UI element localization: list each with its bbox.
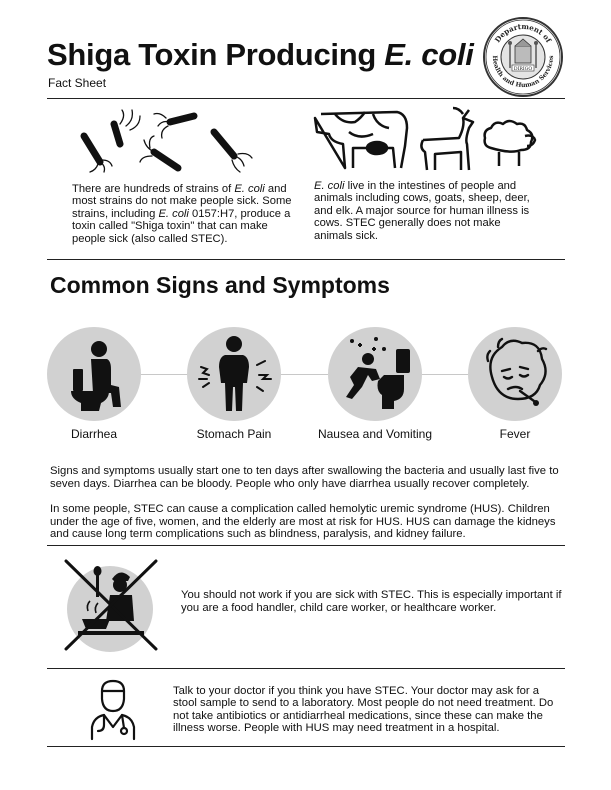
- stomach-pain-icon: [187, 327, 281, 421]
- symptom-circle-stomach-pain: [187, 327, 281, 421]
- toilet-person-icon: [47, 327, 141, 421]
- intro-right-p2: live in the intestines of people and animals including cows, goats, sheep, deer, and elk. A major source for human illness is cows. STEC generally does not make animals sick.: [314, 180, 530, 242]
- divider-symptoms: [47, 545, 565, 546]
- intro-right-italic: E. coli: [314, 180, 345, 192]
- symptom-circle-fever: [468, 327, 562, 421]
- vomiting-icon: [328, 327, 422, 421]
- symptom-label-fever: Fever: [499, 427, 531, 441]
- doctor-icon: [88, 679, 138, 741]
- divider-work: [47, 668, 565, 669]
- symptom-circle-nausea: [328, 327, 422, 421]
- section-heading-symptoms: Common Signs and Symptoms: [50, 272, 390, 298]
- intro-right-text: [314, 180, 534, 242]
- connector-1: [141, 374, 188, 375]
- title-italic: E. coli: [384, 37, 474, 72]
- intro-left-text: [72, 183, 294, 245]
- seal-center-text: DIRIGO: [513, 67, 533, 72]
- intro-left-italic-2: E. coli: [158, 207, 189, 220]
- bacteria-icon: [74, 104, 264, 182]
- no-food-handling-icon: [60, 557, 160, 655]
- department-seal-icon: [482, 16, 564, 98]
- symptoms-paragraph-2: In some people, STEC can cause a complication called hemolytic uremic syndrome (HUS). Children under the age of five, women, and the elderly are most at risk for HUS. HUS can damage the kidneys and cause long term complications such as blindness, paralysis, and kidney failure.: [50, 503, 556, 540]
- symptom-circle-diarrhea: [47, 327, 141, 421]
- animals-icon: [313, 104, 538, 178]
- symptom-label-diarrhea: Diarrhea: [70, 427, 118, 441]
- page-title: [47, 37, 474, 73]
- seal-bottom-text: Health and Human Services: [490, 55, 556, 90]
- title-main: Shiga Toxin Producing: [47, 37, 376, 72]
- seal-top-text: Department of: [492, 21, 554, 45]
- connector-3: [422, 374, 469, 375]
- symptoms-paragraph-1: Signs and symptoms usually start one to ten days after swallowing the bacteria and usually last five to seven days. Diarrhea can be bloody. People who only have diarrhea usually recover completely.: [50, 465, 559, 490]
- fever-face-icon: [468, 327, 562, 421]
- symptom-label-nausea: Nausea and Vomiting: [317, 427, 433, 441]
- connector-2: [281, 374, 328, 375]
- work-text: You should not work if you are sick with STEC. This is especially important if you are a food handler, child care worker, or healthcare worker.: [181, 589, 562, 614]
- doctor-text: Talk to your doctor if you think you have STEC. Your doctor may ask for a stool sample to send to a laboratory. Most people do not need treatment. Do not take antibiotics or antidiarrheal medications, since these can make the illness worse. People with HUS may need treatment in a hospital.: [173, 685, 554, 735]
- divider-intro: [47, 259, 565, 260]
- intro-left-italic-1: E. coli: [234, 183, 265, 195]
- intro-left-p2: and most strains do not make people sick. Some strains, including: [72, 183, 292, 220]
- intro-left-p3: 0157:H7, produce a toxin called "Shiga toxin" that can make people sick (also called STEC).: [72, 207, 291, 245]
- symptom-label-stomach-pain: Stomach Pain: [196, 427, 272, 441]
- intro-left-p1: There are hundreds of strains of: [72, 183, 235, 195]
- page-subtitle: Fact Sheet: [48, 76, 107, 90]
- divider-header: [47, 98, 565, 99]
- divider-bottom: [47, 746, 565, 747]
